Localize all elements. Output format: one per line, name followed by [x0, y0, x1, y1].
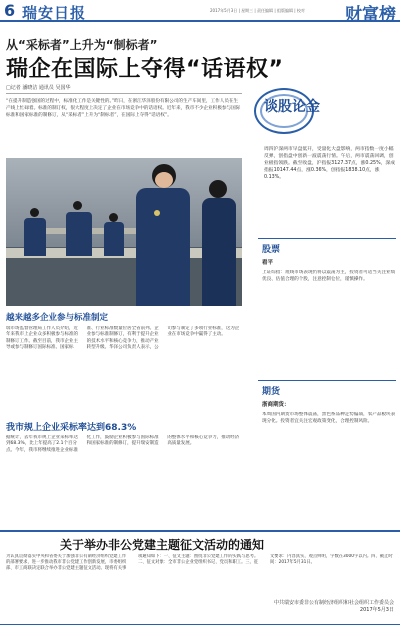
article-kicker: 从“采标者”上升为“制标者” [6, 38, 158, 52]
article-lead: “在提升制造强国的过程中，标准化工作是关键性的。”昨日，在浙江华泽股份有限公司的生产车间里，工作人员在生产线上忙碌着。标准的制订权，很大程度上决定了企业在市场竞争中的话语权。近年来，我市不少企业积极参与国际标准和国家标准的制修订，从“采标者”上升为“制标者”，在国际上夺得“话语权”。 [6, 99, 241, 118]
feature-body: 周四沪深两市早盘低开，受量化大盘影响，两市指数一度小幅反弹，创指盘中创新一波震荡行情。午后，两市震荡回调，创业板指领跌。截至收盘，沪指报3127.37点，涨0.25%，深成指报10147.44点，涨0.36%，创指报1838.10点，涨0.13%。 [264, 147, 396, 180]
notice-sign-date: 2017年5月3日 [359, 607, 394, 613]
notice-sign-org: 中共瑞安市委非公有制经济组织和社会组织工作委员会 [273, 600, 394, 606]
section-heading-2: 我市规上企业采标率达到68.3% [6, 423, 137, 433]
notice-divider [0, 530, 400, 532]
notice-body: 为认真贯彻落实中央和省委关于加强非公有制经济组织党建工作的部署要求，进一步推动我市非公党建工作创新发展，市委组织部、市工商联决定联合举办非公党建主题征文活动。现将有关事项通知如下：一、征文主题：围绕非公党建工作的实践与思考。二、征文对象：全市非公企业党组织书记、党员和职工。三、征文要求：内容真实，观点鲜明，字数在3000字以内。四、截止时间：2017年5月31日。 [6, 554, 393, 571]
masthead: 瑞安日报 [22, 4, 87, 22]
notice-title: 关于举办非公党建主题征文活动的通知 [60, 538, 265, 552]
stocks-subtitle: 看平 [262, 260, 274, 266]
futures-subtitle: 浙商期货： [262, 402, 290, 408]
divider [258, 238, 396, 239]
divider [258, 380, 396, 381]
section-title: 财富榜 [345, 5, 396, 25]
page-number: 6 [4, 1, 16, 20]
stocks-body: 上证综指：短线市场表现仍将以震荡为主，投资者可适当关注业绩优良、估值合理的个股，注意控制仓位，谨慎操作。 [262, 270, 396, 282]
article-body-1: 瑞市场监督管理局工作人员介绍，近年来我市上企业众多积极参与标准的制修订工作。截至目前，我市企业主导或参与制修订国际标准、国家标准、行业标准数量位居全省前列。企业参与标准制修订，有利于提升企业的技术水平和核心竞争力，推动产业转型升级。华泽公司负责人表示，公司参与制定了多项行业标准，这为企业在市场竞争中赢得了主动。 [6, 326, 240, 351]
page-footer-rule [0, 624, 400, 625]
section-heading-1: 越来越多企业参与标准制定 [6, 313, 109, 323]
notice-signature [274, 600, 394, 614]
feature-title: 谈股论金 [264, 99, 320, 115]
issue-meta: 2017年5月3日 | 星期三 | 责任编辑 | 组版编辑 | 校对 [210, 8, 305, 13]
page-header [0, 0, 400, 25]
futures-body: 本周国内期货市场整体震荡，黑色系品种走势偏弱，农产品板块表现分化。投资者宜关注宏观政策变化，合理控制风险。 [262, 412, 396, 424]
article-photo [6, 158, 242, 306]
article-byline: □记者 潘晓洁 通讯员 吴国华 [6, 84, 242, 94]
article-body-2: 据统计，去年我市规上企业采标率达到68.3%，比上年提高了2.1个百分点。今年，我市将继续推进企业标准化工作，鼓励企业积极参与国际标准和国家标准的制修订，提升瑞安制造的整体水平和核心竞争力，推动经济高质量发展。 [6, 435, 240, 453]
article-headline: 瑞企在国际上夺得“话语权” [6, 57, 284, 82]
futures-title: 期货 [262, 387, 281, 397]
feature-logo [250, 84, 320, 140]
stocks-title: 股票 [262, 245, 281, 255]
